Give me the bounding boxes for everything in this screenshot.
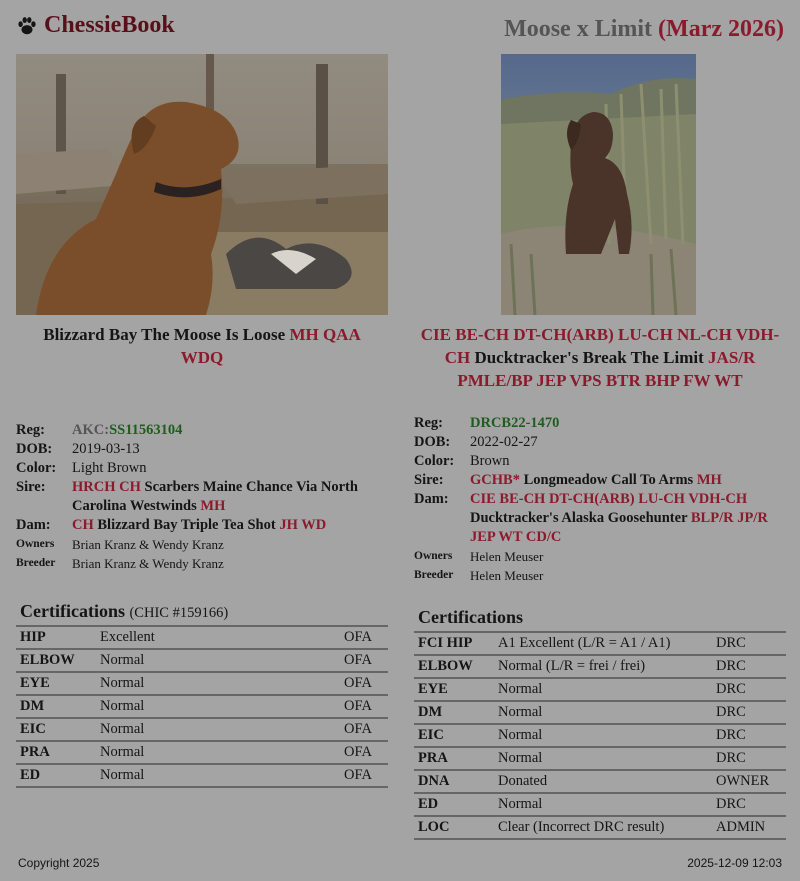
owners-value: Brian Kranz & Wendy Kranz [72,537,224,552]
sire-name-plain: Blizzard Bay The Moose Is Loose [43,325,286,344]
dob-value: 2022-02-27 [470,434,538,450]
cert-row [16,741,388,764]
cert-row [16,672,388,695]
parent-dam-prefix: CH [72,517,94,533]
certifications-title: Certifications [418,607,523,627]
dam-name-titles: JAS/R PMLE/BP JEP VPS BTR BHP FW WT [457,348,756,390]
reg-row [414,414,786,433]
parent-sire-suffix: MH [200,498,226,514]
dam-photo[interactable] [501,54,696,315]
reg-number-link[interactable]: SS11563104 [109,422,183,438]
color-value: Brown [470,453,510,469]
cert-result: Normal [100,744,145,760]
cert-org: DRC [716,681,746,697]
cert-result: Clear (Incorrect DRC result) [498,819,665,835]
cert-result: Normal [100,721,145,737]
cert-org: OWNER [716,773,770,789]
color-label: Color: [16,460,57,476]
dam-column [414,54,786,840]
litter-name: Moose x Limit [504,16,653,42]
cert-result: Normal [498,727,543,743]
cert-org: ADMIN [716,819,766,835]
cert-test: DNA [418,773,450,789]
color-value: Light Brown [72,460,147,476]
cert-org: OFA [344,698,372,714]
parent-dam-prefix: CIE BE-CH DT-CH(ARB) LU-CH VDH-CH [470,491,748,507]
breeder-value: Brian Kranz & Wendy Kranz [72,556,224,571]
parent-dam-name: Blizzard Bay Triple Tea Shot [97,517,276,533]
cert-row [414,747,786,770]
litter-title [504,16,784,43]
cert-test: DM [20,698,45,714]
paw-icon [16,15,38,37]
cert-org: OFA [344,744,372,760]
color-row [414,452,786,471]
parent-sire-suffix: MH [696,472,722,488]
reg-number-link[interactable]: DRCB22-1470 [470,415,560,431]
cert-test: EYE [20,675,50,691]
sire-name [16,323,388,369]
dam-name-prefix: CIE BE-CH DT-CH(ARB) LU-CH NL-CH VDH-CH [420,325,780,367]
dob-row [414,433,786,452]
cert-row [16,764,388,787]
cert-test: EIC [418,727,444,743]
parent-dam-row [414,490,786,547]
owners-label: Owners [16,538,55,550]
owners-value: Helen Meuser [470,549,544,564]
header [0,0,800,50]
cert-result: Donated [498,773,548,789]
dam-photo-image [501,54,696,315]
cert-result: Normal (L/R = frei / frei) [498,658,646,674]
cert-test: PRA [418,750,448,766]
cert-org: OFA [344,767,372,783]
cert-row [414,816,786,839]
breeder-label: Breeder [16,557,56,569]
certifications-table [16,625,388,788]
certifications-heading [414,607,786,631]
parent-dam-suffix: BLP/R JP/R JEP WT CD/C [470,510,768,545]
cert-org: DRC [716,750,746,766]
copyright: Copyright 2025 [18,856,100,870]
cert-row [414,770,786,793]
cert-test: HIP [20,629,46,645]
dam-label: Dam: [414,491,449,507]
parent-dam-link[interactable] [72,516,388,535]
litter-date: (Marz 2026) [658,16,784,42]
sire-label: Sire: [16,479,46,495]
cert-row [414,632,786,655]
breeder-row [16,554,388,573]
cert-test: ED [418,796,439,812]
cert-result: Normal [100,698,145,714]
owners-row [16,535,388,554]
cert-result: Normal [498,681,543,697]
dob-value: 2019-03-13 [72,441,140,457]
cert-test: ELBOW [418,658,473,674]
cert-result: A1 Excellent (L/R = A1 / A1) [498,635,671,651]
app-logo[interactable] [16,12,175,39]
certifications-table [414,631,786,840]
parent-sire-row [414,471,786,490]
dob-label: DOB: [414,434,451,450]
certifications-heading [16,601,388,625]
cert-test: DM [418,704,443,720]
parent-sire-link[interactable] [72,478,388,516]
dam-label: Dam: [16,517,51,533]
parent-sire-name: Scarbers Maine Chance Via North Carolina Westwinds [72,479,358,514]
cert-result: Normal [100,652,145,668]
color-row [16,459,388,478]
cert-row [414,724,786,747]
cert-row [414,793,786,816]
cert-row [414,678,786,701]
parent-sire-row [16,478,388,516]
timestamp: 2025-12-09 12:03 [687,856,782,870]
cert-result: Excellent [100,629,155,645]
dam-info [414,414,786,585]
cert-row [16,695,388,718]
cert-test: FCI HIP [418,635,473,651]
owners-label: Owners [414,550,453,562]
cert-test: EIC [20,721,46,737]
reg-label: Reg: [414,415,443,431]
cert-org: DRC [716,796,746,812]
cert-org: OFA [344,652,372,668]
cert-org: DRC [716,704,746,720]
cert-row [414,701,786,724]
cert-org: DRC [716,658,746,674]
cert-test: PRA [20,744,50,760]
chic-number: (CHIC #159166) [129,605,229,621]
parent-sire-link[interactable] [470,471,786,490]
sire-info [16,421,388,573]
sire-label: Sire: [414,472,444,488]
parent-dam-suffix: JH WD [279,517,327,533]
cert-row [16,718,388,741]
cert-org: OFA [344,721,372,737]
parent-dam-row [16,516,388,535]
cert-org: OFA [344,675,372,691]
cert-test: EYE [418,681,448,697]
certifications-title: Certifications [20,601,125,621]
parent-sire-prefix: HRCH CH [72,479,141,495]
cert-row [16,626,388,649]
reg-prefix: AKC: [72,422,110,438]
cert-result: Normal [498,796,543,812]
parent-sire-name: Longmeadow Call To Arms [523,472,694,488]
app-name: ChessieBook [44,12,175,38]
cert-row [414,655,786,678]
cert-row [16,649,388,672]
breeder-value: Helen Meuser [470,568,544,583]
parent-dam-link[interactable] [470,490,786,547]
cert-result: Normal [498,704,543,720]
parent-dam-name: Ducktracker's Alaska Goosehunter [470,510,688,526]
sire-column [16,54,388,788]
color-label: Color: [414,453,455,469]
reg-label: Reg: [16,422,45,438]
breeder-label: Breeder [414,569,454,581]
dob-label: DOB: [16,441,53,457]
owners-row [414,547,786,566]
cert-test: ED [20,767,41,783]
sire-photo-image [16,54,388,315]
cert-result: Normal [100,767,145,783]
sire-name-titles: MH QAA WDQ [180,325,361,367]
breeder-row [414,566,786,585]
dam-name [414,323,786,392]
cert-test: ELBOW [20,652,75,668]
cert-org: DRC [716,727,746,743]
cert-org: OFA [344,629,372,645]
cert-result: Normal [100,675,145,691]
cert-result: Normal [498,750,543,766]
cert-test: LOC [418,819,450,835]
parent-sire-prefix: GCHB* [470,472,520,488]
cert-org: DRC [716,635,746,651]
reg-row [16,421,388,440]
dam-name-plain: Ducktracker's Break The Limit [474,348,704,367]
dob-row [16,440,388,459]
sire-photo[interactable] [16,54,388,315]
